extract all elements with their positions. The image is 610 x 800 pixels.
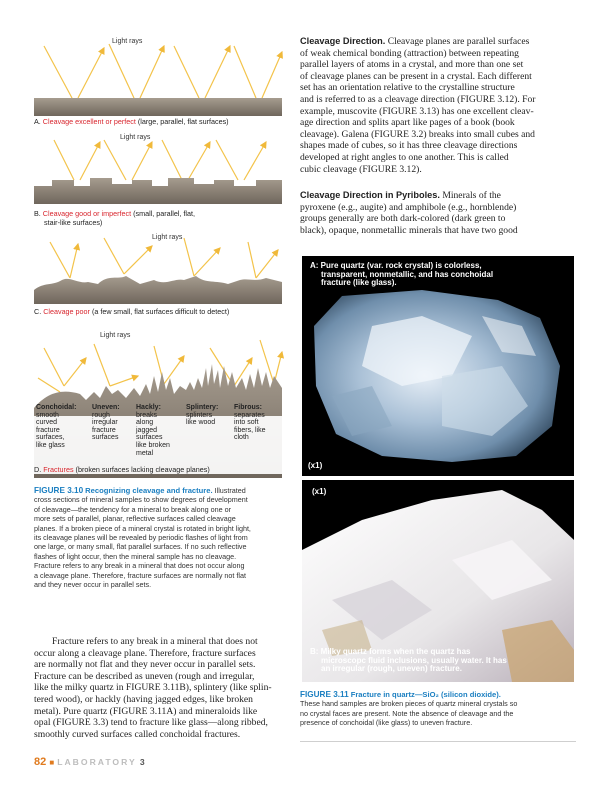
rock-cross-section-c <box>34 276 282 304</box>
panel-a-diagram <box>34 36 284 122</box>
photo-a-label: A: Pure quartz (var. rock crystal) is colorless, transparent, nonmetallic, and has conchoidal fracture (like glass). <box>310 261 494 288</box>
light-rays-label-c: Light rays <box>152 234 183 241</box>
page-number: 82 <box>34 756 47 768</box>
fracture-conchoidal: Conchoidal: smooth curved fracture surfaces, like glass <box>36 404 77 449</box>
panel-b-diagram <box>34 134 284 204</box>
fracture-hackly: Hackly: breaks along jagged surfaces like broken metal <box>136 404 170 457</box>
panel-b-caption: B. Cleavage good or imperfect (small, parallel, flat, stair-like surfaces) <box>34 209 196 227</box>
figure-3-11-caption: FIGURE 3.11 Fracture in quartz—SiO₂ (silicon dioxide). These hand samples are broken pieces of quartz mineral crystals so no crystal faces are present. Note the absence of cleavage and the presence of conchoidal (like glass) to uneven fracture. <box>300 690 518 728</box>
footer-section: LABORATORY <box>57 757 137 767</box>
figure-3-10-caption: FIGURE 3.10 Recognizing cleavage and fracture. Illustrated cross sections of mineral samples to show degrees of development of cleavage—the tendency for a mineral to break along one or more sets of parallel, planar, reflective surfaces called cleavage planes. If a broken piece of a mineral crystal is rotated in bright light, its cleavage planes will be revealed by periodic flashes of light from one large, or many small, flat parallel surfaces. If no such reflective flashes of light occur, then the mineral sample has no cleavage. Fracture refers to any break in a mineral that does not occur along a cleavage plane. Therefore, fracture surfaces are normally not flat and they never occur in parallel sets. <box>34 486 251 590</box>
left-body-paragraph: Fracture refers to any break in a mineral that does not occur along a cleavage plane. Therefore, fracture surfaces are normally not flat and they never occur in parallel sets. Fracture can be described as uneven (rough and irregular, like the milky quartz in FIGURE 3.11B), splintery (like splin- tered wood), or hackly (having jagged edges, like broken metal). Pure quartz (FIGURE 3.11A) and mineraloids like opal (FIGURE 3.3) tend to fracture like glass—along ribbed, smoothly curved surfaces called conchoidal fractures. <box>34 636 272 740</box>
rock-cross-section-a <box>34 98 282 116</box>
fracture-splintery: Splintery: splinters like wood <box>186 404 219 427</box>
page-footer <box>34 756 145 768</box>
photo-a-scale: (x1) <box>308 461 323 470</box>
light-rays-label-d: Light rays <box>100 332 131 339</box>
photo-b-milky-quartz <box>302 480 574 682</box>
photo-a-rock-crystal <box>302 256 574 476</box>
fracture-fibrous: Fibrous: separates into soft fibers, like cloth <box>234 404 266 442</box>
photo-b-label: B: Milky quartz forms when the quartz has microscopc fluid inclusions, usually water. It has an irregular (rough, uneven) fracture. <box>310 647 507 674</box>
light-rays-label-a: Light rays <box>112 38 143 45</box>
panel-a-caption: A. Cleavage excellent or perfect (large, parallel, flat surfaces) <box>34 117 229 126</box>
photo-b-scale: (x1) <box>312 487 327 496</box>
quartz-crystal-image <box>302 256 574 476</box>
caption-divider <box>300 741 576 742</box>
footer-bullet: ■ <box>49 758 55 767</box>
rock-cross-section-b <box>34 178 282 204</box>
footer-lab-number: 3 <box>139 757 145 767</box>
panel-d-caption: D. Fractures (broken surfaces lacking cleavage planes) <box>34 465 210 474</box>
light-rays-label-b: Light rays <box>120 134 151 141</box>
figure-3-10 <box>34 36 284 481</box>
panel-c-diagram <box>34 234 284 304</box>
right-body-paragraph-1: Cleavage Direction. Cleavage planes are parallel surfaces of weak chemical bonding (attraction) between repeating parallel layers of atoms in a crystal, and more than one set of cleavage planes can be present in a crystal. Each different set has an orientation relative to the crystalline structure and is referred to as a cleavage direction (FIGURE 3.12). For example, muscovite (FIGURE 3.13) has one excellent cleav- age direction and splits apart like pages of a book (book cleavage). Galena (FIGURE 3.2) breaks into small cubes and shapes made of cubes, so it has three cleavage directions developed at right angles to one another. This is called cubic cleavage (FIGURE 3.12). <box>300 36 536 175</box>
panel-c-caption: C. Cleavage poor (a few small, flat surfaces difficult to detect) <box>34 307 230 316</box>
right-body-paragraph-2: Cleavage Direction in Pyriboles. Minerals of the pyroxene (e.g., augite) and amphibole (e.g., hornblende) groups generally are both dark-colored (dark green to black), opaque, nonmetallic minerals that have two good <box>300 190 518 236</box>
fracture-uneven: Uneven: rough irregular fracture surfaces <box>92 404 120 442</box>
